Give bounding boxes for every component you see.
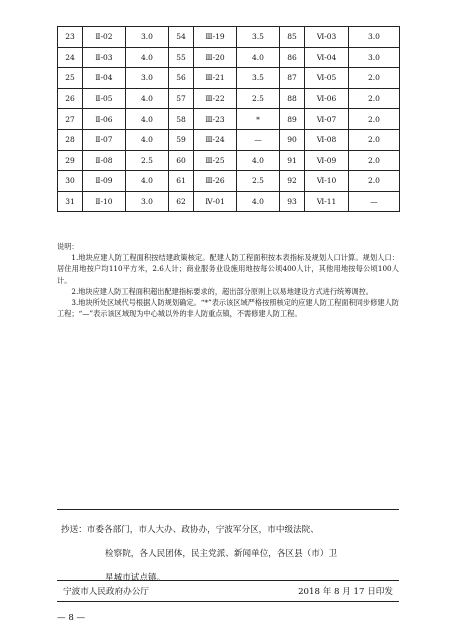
table-cell: 4.0 bbox=[126, 129, 169, 150]
table-cell: Ⅲ-19 bbox=[194, 27, 237, 48]
page-number: — 8 — bbox=[57, 613, 86, 623]
table-cell: 30 bbox=[58, 171, 83, 192]
table-cell: Ⅵ-04 bbox=[305, 47, 349, 68]
table-cell: 92 bbox=[280, 171, 305, 192]
table-cell: Ⅲ-23 bbox=[194, 109, 237, 130]
table-cell: 2.0 bbox=[349, 150, 400, 171]
table-cell: 55 bbox=[169, 47, 194, 68]
table-cell: 62 bbox=[169, 191, 194, 212]
table-cell: 3.5 bbox=[237, 68, 280, 89]
table-cell: 57 bbox=[169, 88, 194, 109]
table-cell: 2.0 bbox=[349, 171, 400, 192]
table-cell: — bbox=[349, 191, 400, 212]
table-cell: 2.5 bbox=[237, 171, 280, 192]
table-cell: Ⅲ-25 bbox=[194, 150, 237, 171]
table-row bbox=[58, 88, 400, 109]
table-body bbox=[58, 27, 400, 212]
table-cell: 25 bbox=[58, 68, 83, 89]
cc-top-rule bbox=[57, 509, 399, 510]
cc-line-1: 抄送：市委各部门，市人大办、政协办，宁波军分区，市中级法院、 bbox=[61, 525, 319, 535]
table-row bbox=[58, 68, 400, 89]
table-cell: 59 bbox=[169, 129, 194, 150]
table-cell: Ⅵ-05 bbox=[305, 68, 349, 89]
table-cell: Ⅱ-05 bbox=[83, 88, 126, 109]
table-cell: Ⅱ-07 bbox=[83, 129, 126, 150]
table-cell: 2.0 bbox=[349, 129, 400, 150]
table-cell: 24 bbox=[58, 47, 83, 68]
table-cell: Ⅵ-10 bbox=[305, 171, 349, 192]
table-row bbox=[58, 109, 400, 130]
table-cell: 4.0 bbox=[237, 47, 280, 68]
table-cell: 87 bbox=[280, 68, 305, 89]
table-cell: 29 bbox=[58, 150, 83, 171]
table-cell: 3.0 bbox=[126, 191, 169, 212]
table-cell: 2.0 bbox=[349, 68, 400, 89]
table-cell: Ⅱ-02 bbox=[83, 27, 126, 48]
table-cell: Ⅱ-08 bbox=[83, 150, 126, 171]
table-cell: 28 bbox=[58, 129, 83, 150]
note-item-2: 2.地块应建人防工程面积超出配建指标要求的，超出部分原则上以易地建设方式进行统筹调控。 bbox=[71, 286, 373, 296]
footer-bottom-rule bbox=[57, 601, 399, 602]
table-cell: 4.0 bbox=[126, 47, 169, 68]
table-cell: Ⅱ-03 bbox=[83, 47, 126, 68]
cc-line-3: 星城市试点镇。 bbox=[105, 573, 166, 583]
table-cell: 4.0 bbox=[126, 109, 169, 130]
table-cell: Ⅱ-06 bbox=[83, 109, 126, 130]
table-cell: 89 bbox=[280, 109, 305, 130]
issue-date: 2018 年 8 月 17 日印发 bbox=[298, 587, 393, 597]
table-cell: 2.0 bbox=[349, 88, 400, 109]
table-cell: 31 bbox=[58, 191, 83, 212]
table-cell: Ⅲ-26 bbox=[194, 171, 237, 192]
table-cell: 4.0 bbox=[126, 171, 169, 192]
table-cell: 4.0 bbox=[237, 150, 280, 171]
cc-line-2: 检察院，各人民团体，民主党派、新闻单位，各区县（市）卫 bbox=[105, 549, 338, 559]
table-cell: 93 bbox=[280, 191, 305, 212]
table-cell: Ⅱ-04 bbox=[83, 68, 126, 89]
table-cell: Ⅲ-20 bbox=[194, 47, 237, 68]
table-cell: 88 bbox=[280, 88, 305, 109]
table-cell: 3.0 bbox=[126, 68, 169, 89]
table-cell: 26 bbox=[58, 88, 83, 109]
table-cell: Ⅳ-01 bbox=[194, 191, 237, 212]
table-cell: 54 bbox=[169, 27, 194, 48]
issuance-footer bbox=[57, 585, 399, 597]
table-cell: Ⅵ-11 bbox=[305, 191, 349, 212]
table-cell: 3.0 bbox=[349, 27, 400, 48]
table-cell: Ⅲ-24 bbox=[194, 129, 237, 150]
table-cell: Ⅵ-06 bbox=[305, 88, 349, 109]
table-cell: Ⅵ-03 bbox=[305, 27, 349, 48]
table-cell: 86 bbox=[280, 47, 305, 68]
table-cell: 2.0 bbox=[349, 109, 400, 130]
table-cell: — bbox=[237, 129, 280, 150]
table-cell: Ⅱ-09 bbox=[83, 171, 126, 192]
table-cell: 60 bbox=[169, 150, 194, 171]
table-cell: 58 bbox=[169, 109, 194, 130]
table-row bbox=[58, 191, 400, 212]
table-cell: 27 bbox=[58, 109, 83, 130]
table-cell: 2.5 bbox=[126, 150, 169, 171]
table-cell: 23 bbox=[58, 27, 83, 48]
indicator-table bbox=[57, 26, 400, 212]
table-cell: * bbox=[237, 109, 280, 130]
table-cell: 90 bbox=[280, 129, 305, 150]
table-cell: 85 bbox=[280, 27, 305, 48]
table-row bbox=[58, 47, 400, 68]
table-cell: 3.5 bbox=[237, 27, 280, 48]
table-row bbox=[58, 27, 400, 48]
note-item-1: 1.地块应建人防工程面积按结建政策核定。配建人防工程面积按本表指标及规划人口计算。规划人口：居住用地按户均110平方米，2.6人计；商业服务业设施用地按每公顷400人计，其他用地按每公顷100人计。 bbox=[57, 253, 399, 285]
table-cell: 3.0 bbox=[349, 47, 400, 68]
table-cell: 4.0 bbox=[237, 191, 280, 212]
notes-label: 说明： bbox=[57, 242, 79, 251]
table-cell: 56 bbox=[169, 68, 194, 89]
table-cell: 2.5 bbox=[237, 88, 280, 109]
table-cell: 61 bbox=[169, 171, 194, 192]
table-cell: 3.0 bbox=[126, 27, 169, 48]
table-row bbox=[58, 129, 400, 150]
table-cell: 4.0 bbox=[126, 88, 169, 109]
table-cell: Ⅵ-09 bbox=[305, 150, 349, 171]
table-cell: Ⅱ-10 bbox=[83, 191, 126, 212]
table-cell: Ⅲ-21 bbox=[194, 68, 237, 89]
note-item-3: 3.地块所处区域代号根据人防规划确定。“*”表示该区域严格按照核定的应建人防工程面积同步修建人防工程；“—”表示该区域现为中心城以外的非人防重点镇，不需修建人防工程。 bbox=[57, 298, 399, 319]
table-cell: Ⅲ-22 bbox=[194, 88, 237, 109]
issuer: 宁波市人民政府办公厅 bbox=[63, 587, 149, 597]
table-row bbox=[58, 171, 400, 192]
table-row bbox=[58, 150, 400, 171]
table-cell: Ⅵ-07 bbox=[305, 109, 349, 130]
table-cell: 91 bbox=[280, 150, 305, 171]
table-cell: Ⅵ-08 bbox=[305, 129, 349, 150]
notes-section bbox=[57, 241, 399, 319]
cc-bottom-rule bbox=[57, 580, 399, 581]
